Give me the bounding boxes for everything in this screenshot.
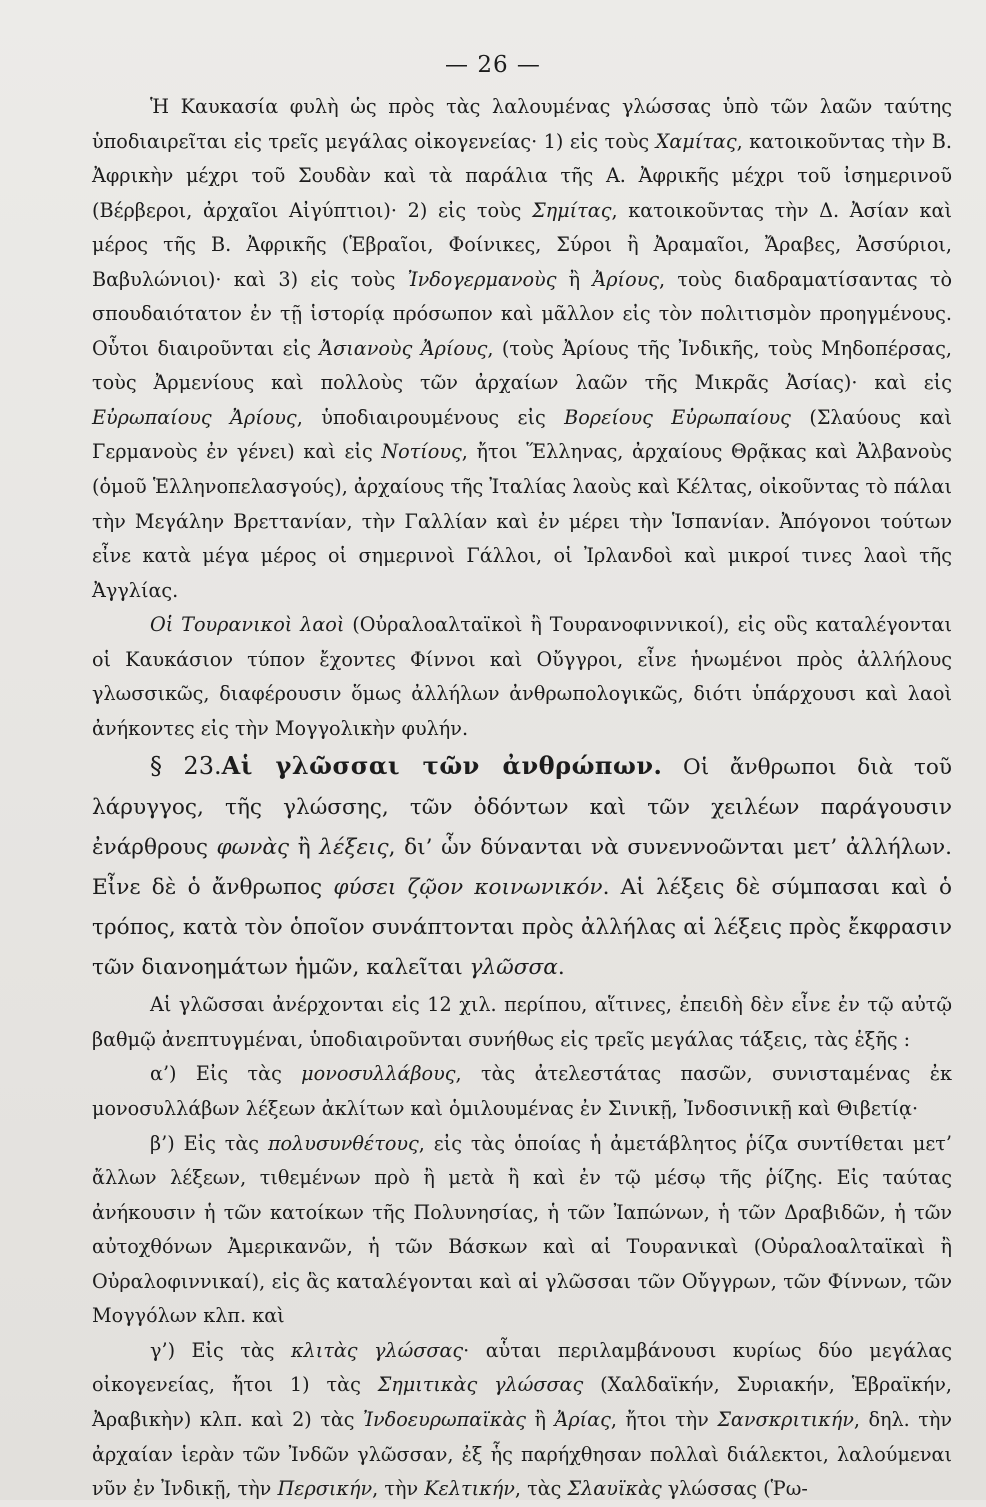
emphasis: φωνὰς	[216, 835, 290, 861]
emphasis: γλῶσσα	[469, 955, 558, 981]
emphasis: Κελτικήν	[424, 1477, 515, 1501]
emphasis: Βορείους Εὐρωπαίους	[564, 405, 791, 429]
section-23	[92, 746, 952, 988]
emphasis: φύσει ζῷον κοινωνικόν	[333, 875, 603, 901]
emphasis: Νοτίους	[381, 440, 462, 464]
emphasis: κλιτὰς γλώσσας	[290, 1338, 464, 1362]
text-run: Οἱ ἄνθρωποι διὰ τοῦ λάρυγγος, τῆς γλώσσης, τῶν ὀδόντων καὶ τῶν χειλέων παράγουσιν ἐνάρθρους	[92, 755, 953, 861]
emphasis: Ἀρίους	[592, 267, 660, 291]
text-run: γλώσσας (Ῥω-	[661, 1477, 808, 1501]
text-run: , δηλ. τὴν ἀρχαίαν ἱερὰν τῶν Ἰνδῶν γλῶσσαν, ἐξ ἧς παρήχθησαν πολλαὶ διάλεκτοι, λαλούμεναι νῦν ἐν Ἰνδικῇ, τὴν	[92, 1407, 952, 1501]
emphasis: Περσικήν	[277, 1477, 373, 1501]
text-run: β’) Εἰς τὰς	[150, 1131, 268, 1155]
text-run: Ἡ Καυκασία φυλὴ ὡς πρὸς τὰς λαλουμένας γλώσσας ὑπὸ τῶν λαῶν ταύτης ὑποδιαιρεῖται εἰς τρεῖς μεγάλας οἰκογενείας· 1) εἰς τοὺς	[92, 95, 952, 153]
text-run: (Οὐραλοαλταϊκοὶ ἢ Τουρανοφιννικοί), εἰς οὓς καταλέγονται οἱ Καυκάσιον τύπον ἔχοντες Φίννοι καὶ Οὔγγροι, εἶνε ἡνωμένοι πρὸς ἀλλήλους γλωσσικῶς, διαφέρουσιν ὅμως ἀλλήλων ἀνθρωπολογικῶς, διότι ὑπάρχουσι καὶ λαοὶ ἀνήκοντες εἰς τὴν Μογγολικὴν φυλήν.	[92, 613, 952, 740]
text-run: , εἰς τὰς ὁποίας ἡ ἀμετάβλητος ῥίζα συντίθεται μετ’ ἄλλων λέξεων, τιθεμένων πρὸ ἢ μετὰ ἢ καὶ ἐν τῷ μέσῳ τῆς ῥίζης. Εἰς ταύτας ἀνήκουσιν ἡ τῶν κατοίκων τῆς Πολυνησίας, ἡ τῶν Ἰαπώνων, ἡ τῶν Δραβιδῶν, ἡ τῶν αὐτοχθόνων Ἀμερικανῶν, ἡ τῶν Βάσκων καὶ αἱ Τουρανικαὶ (Οὐραλοαλταϊκαὶ ἢ Οὐραλοφιννικαί), εἰς ἃς καταλέγονται καὶ αἱ γλῶσσαι τῶν Οὔγγρων, τῶν Φίννων, τῶν Μογγόλων κλπ. καὶ	[92, 1131, 952, 1328]
paragraph-caucasian-race	[92, 90, 952, 608]
list-item-inflected	[92, 1334, 952, 1507]
emphasis: Σημιτικὰς γλώσσας	[377, 1373, 584, 1397]
text-run: , τοὺς διαδραματίσαντας τὸ σπουδαιότατον ἐν τῇ ἱστορίᾳ πρόσωπον καὶ μᾶλλον εἰς τὸν πολιτισμὸν προηγμένους. Οὗτοι διαιροῦνται εἰς	[92, 267, 953, 360]
text-run: · αὗται περιλαμβάνουσι κυρίως δύο μεγάλας οἰκογενείας, ἤτοι 1) τὰς	[92, 1338, 952, 1397]
text-run: ἢ	[556, 267, 593, 291]
text-run: , ὑποδιαιρουμένους εἰς	[296, 405, 565, 429]
text-run: , ἤτοι τὴν	[610, 1407, 718, 1431]
emphasis: Χαμίτας	[655, 129, 737, 153]
section-number: § 23.	[150, 752, 222, 781]
page-body	[92, 90, 952, 1507]
emphasis: μονοσυλλάβους	[301, 1062, 456, 1086]
page-number: — 26 —	[445, 52, 541, 78]
text-run: (Χαλδαϊκήν, Συριακήν, Ἑβραϊκήν, Ἀραβικὴν) κλπ. καὶ 2) τὰς	[92, 1373, 952, 1431]
text-run: , ἤτοι Ἕλληνας, ἀρχαίους Θρᾷκας καὶ Ἀλβανοὺς (ὁμοῦ Ἑλληνοπελασγούς), ἀρχαίους τῆς Ἰταλίας λαοὺς καὶ Κέλτας, οἰκοῦντας τὸ πάλαι τὴν Μεγάλην Βρεττανίαν, τὴν Γαλλίαν καὶ ἐν μέρει τὴν Ἱσπανίαν. Ἀπόγονοι τούτων εἶνε κατὰ μέγα μέρος οἱ σημερινοὶ Γάλλοι, οἱ Ἰρλανδοὶ καὶ μικροί τινες λαοὶ τῆς Ἀγγλίας.	[92, 440, 952, 602]
emphasis: Ἰνδογερμανοὺς	[407, 267, 557, 291]
text-run: , τὴν	[372, 1477, 425, 1501]
text-run: , τὰς	[514, 1477, 568, 1501]
list-item-monosyllabic	[92, 1057, 952, 1126]
text-run: .	[557, 955, 565, 981]
text-run: γ’) Εἰς τὰς	[150, 1338, 291, 1362]
text-run: α’) Εἰς τὰς	[150, 1062, 302, 1086]
section-heading: Αἱ γλῶσσαι τῶν ἀνθρώπων.	[221, 751, 663, 781]
text-run: , (τοὺς Ἀρίους τῆς Ἰνδικῆς, τοὺς Μηδοπέρσας, τοὺς Ἀρμενίους καὶ πολλοὺς τῶν ἀρχαίων λαῶν τῆς Μικρᾶς Ἀσίας)· καὶ εἰς	[92, 336, 952, 395]
emphasis: πολυσυνθέτους	[267, 1131, 419, 1155]
text-run: . Αἱ λέξεις δὲ σύμπασαι καὶ ὁ τρόπος, κατὰ τὸν ὁποῖον συνάπτονται πρὸς ἀλλήλας αἱ λέξεις πρὸς ἔκφρασιν τῶν διανοημάτων ἡμῶν, καλεῖται	[92, 875, 952, 981]
paragraph-languages-count: Αἱ γλῶσσαι ἀνέρχονται εἰς 12 χιλ. περίπου, αἵτινες, ἐπειδὴ δὲν εἶνε ἐν τῷ αὐτῷ βαθμῷ ἀνεπτυγμέναι, ὑποδιαιροῦνται συνήθως εἰς τρεῖς μεγάλας τάξεις, τὰς ἑξῆς :	[92, 993, 952, 1051]
text-run: , δι’ ὧν δύνανται νὰ συνεννοῶνται μετ’ ἀλλήλων. Εἶνε δὲ ὁ ἄνθρωπος	[92, 835, 952, 901]
text-run: , τὰς ἀτελεστάτας πασῶν, συνισταμένας ἐκ μονοσυλλάβων λέξεων ἀκλίτων καὶ ὁμιλουμένας ἐν Σινικῇ, Ἰνδοσινικῇ καὶ Θιβετίᾳ·	[92, 1062, 953, 1121]
text-run: , κατοικοῦντας τὴν Δ. Ἀσίαν καὶ μέρος τῆς Β. Ἀφρικῆς (Ἑβραῖοι, Φοίνικες, Σύροι ἢ Ἀραμαῖοι, Ἄραβες, Ἀσσύριοι, Βαβυλώνιοι)· καὶ 3) εἰς τοὺς	[92, 198, 952, 291]
text-run: ἢ	[526, 1407, 555, 1431]
emphasis: Σημίτας	[532, 198, 612, 222]
emphasis: Σλαυϊκὰς	[567, 1477, 662, 1501]
text-run: (Σλαύους καὶ Γερμανοὺς ἐν γένει) καὶ εἰς	[92, 405, 953, 464]
emphasis: Ἀσιανοὺς Ἀρίους	[319, 336, 488, 360]
paragraph-turanian-peoples	[92, 608, 952, 746]
emphasis: Ἀρίας	[554, 1407, 611, 1431]
list-item-polysynthetic	[92, 1127, 952, 1334]
emphasis: Σανσκριτικήν	[717, 1407, 854, 1431]
text-run: ἢ	[289, 835, 320, 861]
text-run: , κατοικοῦντας τὴν Β. Ἀφρικὴν μέχρι τοῦ Σουδὰν καὶ τὰ παράλια τῆς Α. Ἀφρικῆς μέχρι τοῦ ἰσημερινοῦ (Βέρβεροι, ἀρχαῖοι Αἰγύπτιοι)· 2) εἰς τοὺς	[92, 129, 953, 222]
emphasis: Οἱ Τουρανικοὶ λαοὶ	[150, 613, 345, 637]
emphasis: λέξεις	[319, 835, 389, 861]
emphasis: Ἰνδοευρωπαϊκὰς	[363, 1407, 527, 1431]
emphasis: Εὐρωπαίους Ἀρίους	[92, 405, 297, 429]
